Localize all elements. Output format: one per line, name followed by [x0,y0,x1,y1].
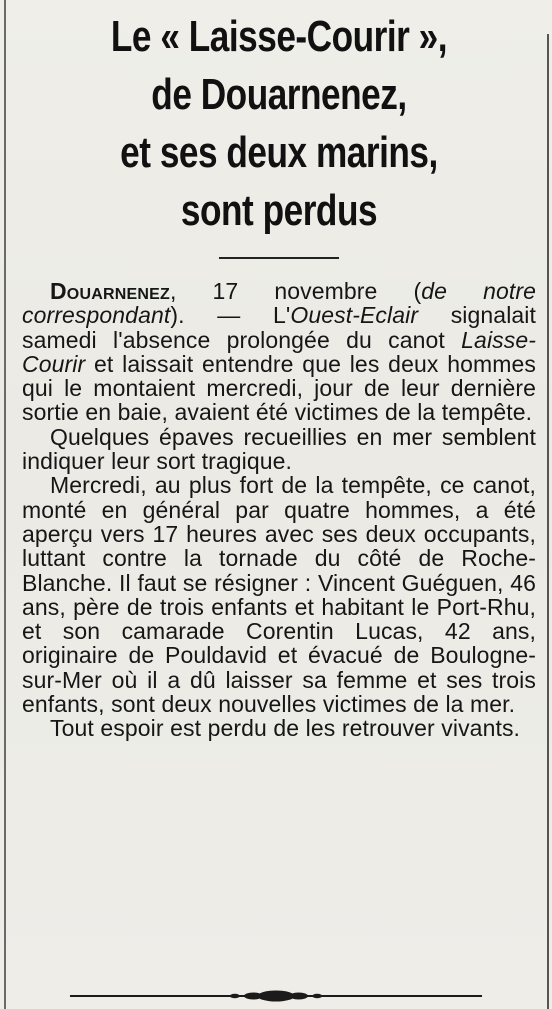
headline-separator [219,257,339,259]
headline-line-4: sont perdus [180,186,378,235]
after-note-text: ). — L' [170,302,291,329]
headline-line-3: et ses deux marins, [120,128,438,177]
paragraph-3: Mercredi, au plus fort de la tempête, ce canot, monté en général par quatre hommes, a été aperçu vers 17 heures avec ses deux occupants, luttant contre la tornade du côté de Roche-Blanche. Il faut se résigner : Vincent Guéguen, 46 ans, père de trois enfants et habitant le Port-Rhu, et son camarade Corentin Lucas, 42 ans, originaire de Pouldavid et évacué de Boulogne-sur-Mer où il a dû laisser sa femme et ses trois enfants, sont deux nouvelles victimes de la mer. [22,472,536,718]
end-ornament [70,989,482,1003]
column-right-rule [547,34,549,1009]
paragraph-1-text-b: et laissait entendre que les deux hommes qui le montaient mercredi, jour de leur dernière sortie en baie, avaient été victimes de la tempête. [22,350,536,426]
correspondent-note: de notre correspondant [22,278,536,329]
article [22,8,536,1002]
column-left-rule [4,0,6,1009]
paragraph-4: Tout espoir est perdu de les retrouver vivants. [50,715,521,742]
paragraph-2: Quelques épaves recueillies en mer semblent indiquer leur sort tragique. [22,423,536,475]
paragraph-1-text-a: signalait samedi l'absence prolongée du canot [22,302,536,353]
headline [73,8,484,240]
date-text: , 17 novembre ( [169,278,422,304]
ornament-rule-icon [70,989,482,1003]
boat-name: Laisse-Courir [22,326,536,377]
headline-line-2: de Douarnenez, [151,70,407,119]
headline-line-1: Le « Laisse-Courir », [110,12,448,61]
newspaper-name: Ouest-Eclair [290,302,419,329]
article-body [22,279,536,741]
paragraph-1 [22,279,536,425]
dateline: Douarnenez [50,278,170,304]
